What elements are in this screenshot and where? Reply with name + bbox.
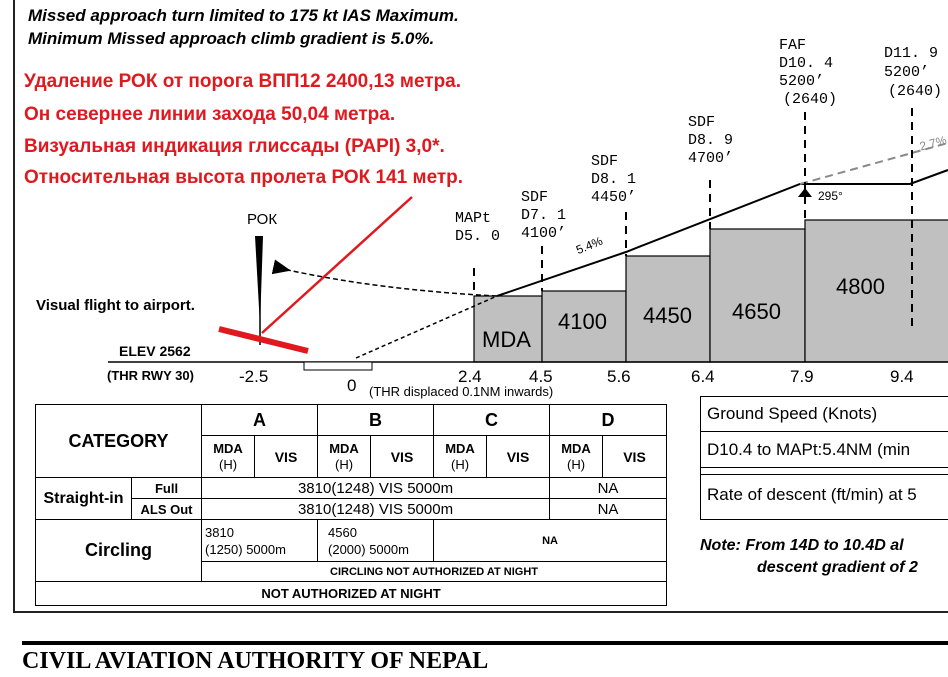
dist-neg2-5: -2.5 (239, 367, 269, 386)
circling-b: 4560 (2000) 5000m (318, 520, 434, 562)
gradient-label-2: 2.7% (918, 132, 948, 154)
d119-label-2: 5200’ (884, 64, 930, 81)
d119-label-3: (2640) (888, 83, 943, 100)
pok-obstacle-marker (255, 236, 263, 326)
dist-7-9: 7.9 (790, 367, 814, 386)
dist-6-4: 6.4 (691, 367, 715, 386)
als-out-label: ALS Out (132, 499, 202, 520)
ground-speed-box (700, 396, 948, 520)
dist-2-4: 2.4 (458, 367, 482, 386)
footer-rule (22, 641, 948, 645)
ru-annotation-3: Визуальная индикация глиссады (PAPI) 3,0*. (24, 136, 445, 157)
mapt-label-1: MAPt (455, 210, 492, 227)
missed-approach-note: Missed approach turn limited to 175 kt IAS Maximum. (28, 6, 459, 25)
vis-d: VIS (603, 436, 667, 478)
ru-annotation-2: Он севернее линии захода 50,04 метра. (24, 104, 396, 125)
note-line-1: Note: From 14D to 10.4D al (700, 537, 904, 554)
sdf89-label-2: D8. 9 (688, 132, 734, 149)
sdf89-label-3: 4700’ (688, 150, 734, 167)
climb-gradient-note: Minimum Missed approach climb gradient is 5.0%. (28, 29, 435, 48)
category-header: CATEGORY (36, 405, 202, 478)
circling-night: CIRCLING NOT AUTHORIZED AT NIGHT (202, 562, 667, 582)
sdf71-label-2: D7. 1 (521, 207, 567, 224)
faf-label-4: (2640) (783, 91, 838, 108)
block-mda-label: MDA (482, 327, 531, 352)
vis-c: VIS (487, 436, 550, 478)
mapt-label-2: D5. 0 (455, 228, 501, 245)
straight-in-label: Straight-in (36, 478, 132, 520)
dist-5-6: 5.6 (607, 367, 631, 386)
thr-displaced-label: (THR displaced 0.1NM inwards) (369, 384, 554, 399)
gs-sep-2 (700, 474, 948, 475)
cat-a: A (202, 405, 318, 436)
block-4650-label: 4650 (732, 299, 781, 324)
note-line-2: descent gradient of 2 (757, 559, 918, 576)
gs-row-2: Rate of descent (ft/min) at 5 (707, 485, 917, 504)
sdf81-label-1: SDF (591, 153, 619, 170)
block-4100-label: 4100 (558, 309, 607, 334)
ru-annotation-1: Удаление РОК от порога ВПП12 2400,13 метра. (24, 71, 462, 92)
als-minima-abc: 3810(1248) VIS 5000m (202, 499, 550, 520)
cat-c: C (434, 405, 550, 436)
mda-h-b: MDA (H) (318, 436, 371, 478)
minima-table (35, 404, 667, 606)
track-label: 295° (818, 189, 843, 203)
circling-label: Circling (36, 520, 202, 582)
pok-label: РОК (247, 211, 278, 228)
ru-annotation-4: Относительная высота пролета РОК 141 метр. (24, 167, 464, 188)
gs-row-1: D10.4 to MAPt:5.4NM (min (701, 433, 948, 468)
gradient-label: 5.4% (574, 233, 605, 257)
sdf81-label-3: 4450’ (591, 189, 637, 206)
full-minima-abc: 3810(1248) VIS 5000m (202, 478, 550, 499)
vis-b: VIS (371, 436, 434, 478)
cat-d: D (550, 405, 667, 436)
vis-a: VIS (255, 436, 318, 478)
mda-h-c: MDA (H) (434, 436, 487, 478)
mda-h-d: MDA (H) (550, 436, 603, 478)
circling-cd: NA (434, 520, 667, 562)
dist-9-4: 9.4 (890, 367, 914, 386)
visual-flight-label: Visual flight to airport. (36, 297, 195, 314)
gs-sep-1 (700, 431, 948, 432)
block-4800-label: 4800 (836, 274, 885, 299)
sdf71-label-3: 4100’ (521, 225, 567, 242)
footer-authority: CIVIL AVIATION AUTHORITY OF NEPAL (22, 648, 489, 674)
elev-label: ELEV 2562 (119, 343, 191, 359)
not-authorized-night: NOT AUTHORIZED AT NIGHT (36, 582, 667, 606)
d119-label-1: D11. 9 (884, 45, 939, 62)
full-minima-d: NA (550, 478, 667, 499)
chart-frame-bottom (13, 611, 948, 613)
faf-label-3: 5200’ (779, 73, 825, 90)
thr-label: (THR RWY 30) (107, 368, 194, 383)
faf-label-2: D10. 4 (779, 55, 834, 72)
gs-header: Ground Speed (Knots) (701, 397, 948, 432)
mda-h-a: MDA (H) (202, 436, 255, 478)
block-4450-label: 4450 (643, 303, 692, 328)
circling-a: 3810 (1250) 5000m (202, 520, 318, 562)
dist-4-5: 4.5 (529, 367, 553, 386)
sdf71-label-1: SDF (521, 189, 549, 206)
faf-label-1: FAF (779, 37, 807, 54)
dist-0: 0 (347, 376, 357, 395)
block-4650 (710, 229, 805, 362)
sdf89-label-1: SDF (688, 114, 716, 131)
red-pointer-line (262, 197, 412, 333)
als-minima-d: NA (550, 499, 667, 520)
full-label: Full (132, 478, 202, 499)
sdf81-label-2: D8. 1 (591, 171, 637, 188)
cat-b: B (318, 405, 434, 436)
